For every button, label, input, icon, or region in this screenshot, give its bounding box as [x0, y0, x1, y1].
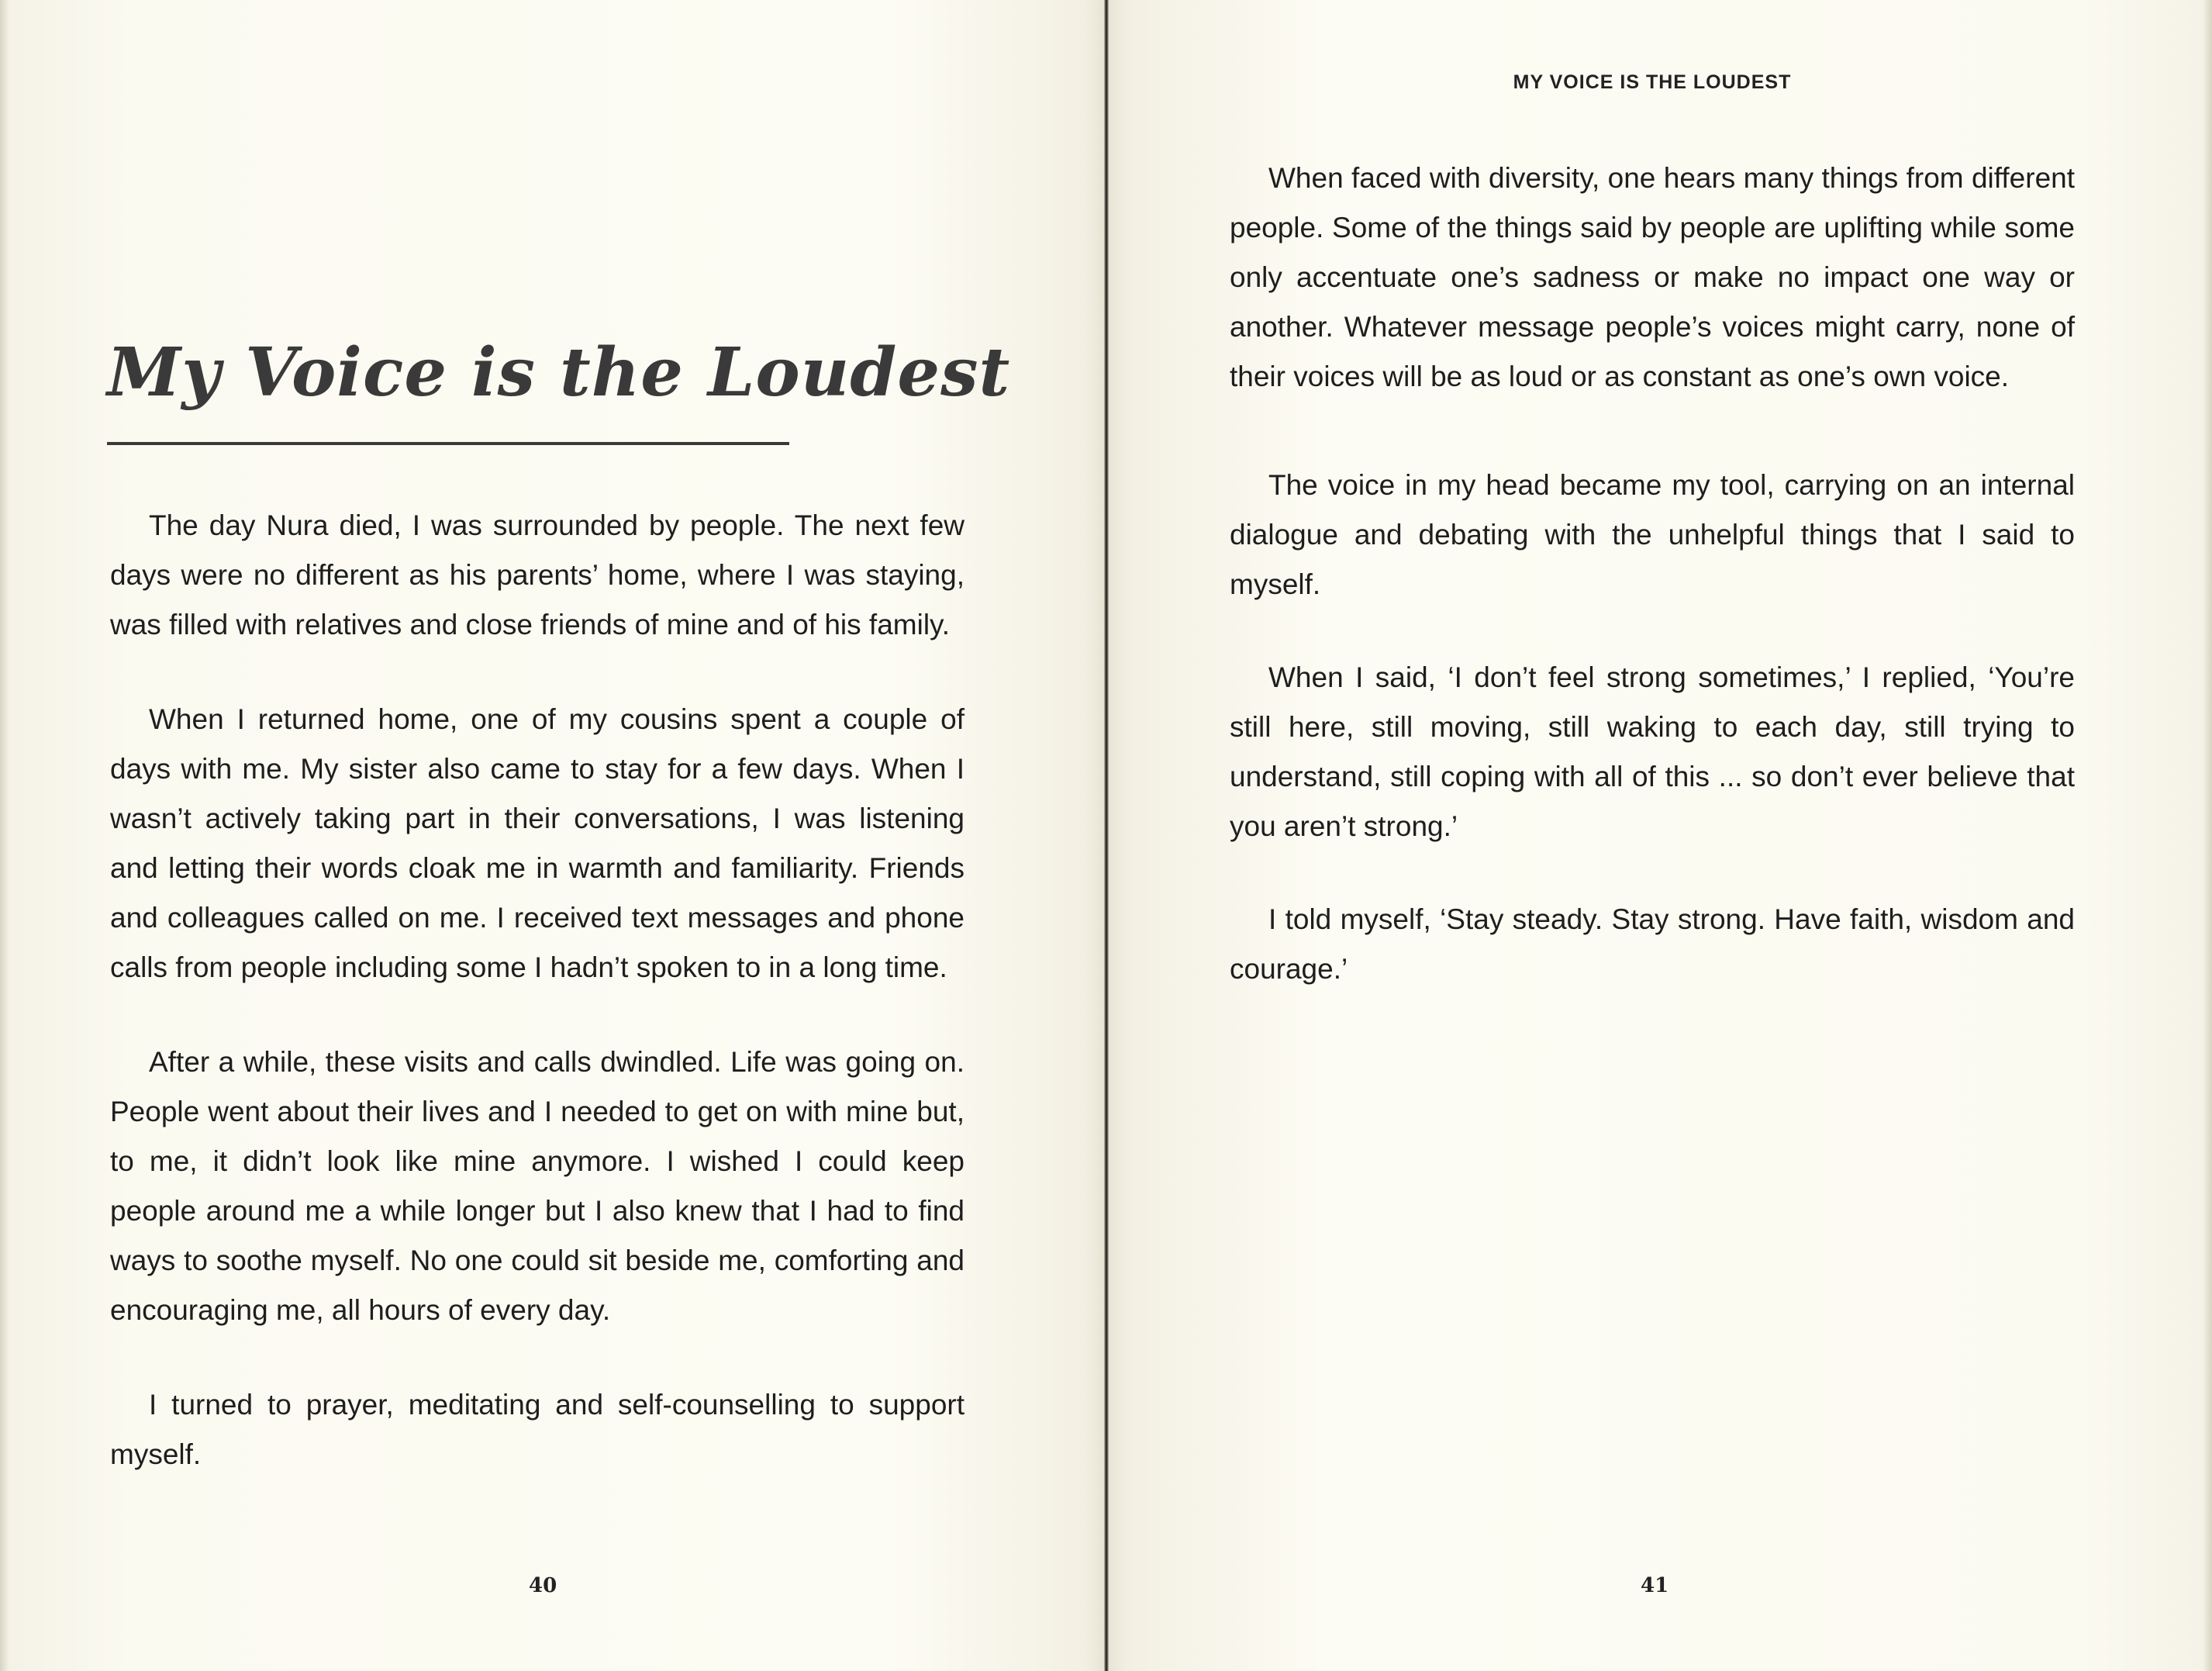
left-paragraph-2: When I returned home, one of my cousins spent a couple of days with me. My sister also came to stay for a few days. When I wasn’t actively taking part in their conversations, I was listening and letting their words cloak me in warmth and familiarity. Friends and colleagues called on me. I received text messages and phone calls from people including some I hadn’t spoken to in a long time.	[110, 703, 965, 983]
left-page	[0, 0, 1105, 1671]
left-paragraph-1: The day Nura died, I was surrounded by people. The next few days were no different as his parents’ home, where I was staying, was filled with relatives and close friends of mine and of his family.	[110, 509, 965, 640]
page-number-left: 40	[529, 1574, 557, 1597]
right-page-body	[1230, 154, 2075, 1039]
left-page-body	[110, 501, 965, 1524]
right-paragraph-1: When faced with diversity, one hears many things from different people. Some of the things said by people are uplifting while some only accentuate one’s sadness or make no impact one way or another. Whatever message people’s voices might carry, none of their voices will be as loud or as constant as one’s own voice.	[1230, 162, 2075, 392]
right-paragraph-4: I told myself, ‘Stay steady. Stay strong. Have faith, wisdom and courage.’	[1230, 903, 2075, 985]
title-underline	[107, 442, 789, 445]
left-paragraph-4: I turned to prayer, meditating and self-counselling to support myself.	[110, 1389, 965, 1470]
chapter-title: My Voice is the Loudest	[107, 333, 1011, 412]
left-paragraph-3: After a while, these visits and calls dwindled. Life was going on. People went about their lives and I needed to get on with mine but, to me, it didn’t look like mine anymore. I wished I could keep people around me a while longer but I also knew that I had to find ways to soothe myself. No one could sit beside me, comforting and encouraging me, all hours of every day.	[110, 1046, 965, 1326]
page-number-right: 41	[1641, 1574, 1669, 1597]
running-head: MY VOICE IS THE LOUDEST	[1513, 71, 1792, 93]
right-paragraph-2: The voice in my head became my tool, carrying on an internal dialogue and debating with the unhelpful things that I said to myself.	[1230, 469, 2075, 600]
book-gutter	[1104, 0, 1109, 1671]
right-paragraph-3: When I said, ‘I don’t feel strong sometimes,’ I replied, ‘You’re still here, still moving, still waking to each day, still trying to understand, still coping with all of this ... so don’t ever believe that you aren’t strong.’	[1230, 661, 2075, 842]
